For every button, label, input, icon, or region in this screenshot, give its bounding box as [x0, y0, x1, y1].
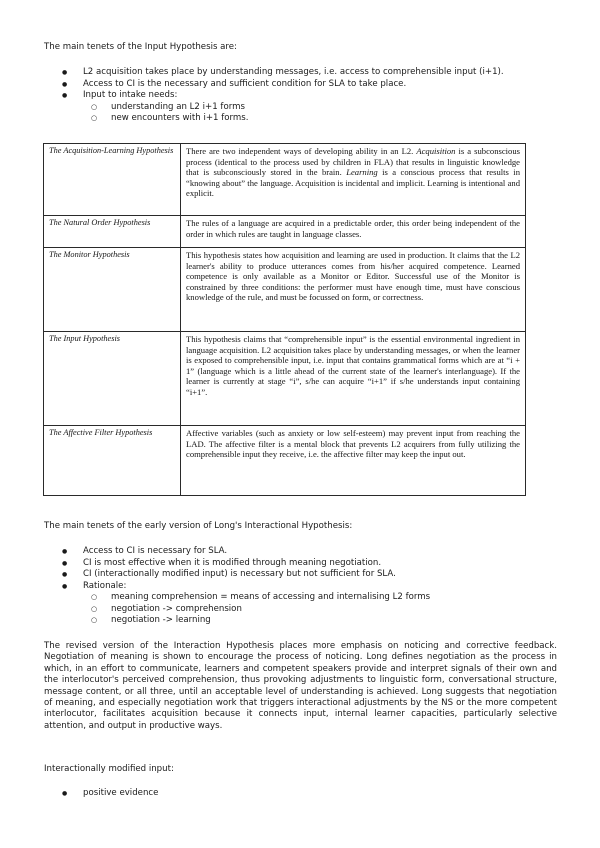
list-item: ● CI is most effective when it is modified through meaning negotiation. — [62, 558, 430, 570]
list-item: ○ negotiation -> learning — [62, 615, 430, 627]
revised-hypothesis-paragraph: The revised version of the Interaction Hypothesis places more emphasis on noticing and corrective feedback. Negotiation of meaning is shown to encourage the process of noticing. Long defines negotiation as the process in which, in an effort to communicate, learners and competent speakers provide and interpret signals of their own and the interlocutor's perceived comprehension, thus provoking adjustments to linguistic form, conversational structure, message content, or all three, until an acceptable level of understanding is achieved. Long suggests that negotiation of meaning, and especially negotiation work that triggers interactional adjustments by the NS or the more competent interlocutor, facilitates acquisition because it connects input, internal learner capacities, particularly selective attention, and output in productive ways. — [44, 641, 557, 731]
list-item: ● positive evidence — [62, 788, 158, 800]
interactional-hypothesis-heading: The main tenets of the early version of Long's Interactional Hypothesis: — [44, 521, 353, 531]
table-row — [44, 216, 526, 248]
hypothesis-name: The Monitor Hypothesis — [44, 248, 181, 332]
list-item: ● Access to CI is necessary for SLA. — [62, 546, 430, 558]
table-row — [44, 144, 526, 216]
list-item: ● L2 acquisition takes place by understanding messages, i.e. access to comprehensible input (i+1). — [62, 67, 504, 79]
table-row — [44, 248, 526, 332]
list-item: ○ negotiation -> comprehension — [62, 604, 430, 616]
list-item: ● Access to CI is the necessary and sufficient condition for SLA to take place. — [62, 79, 504, 91]
hypothesis-description: Affective variables (such as anxiety or low self-esteem) may prevent input from reaching the LAD. The affective filter is a mental block that prevents L2 acquirers from fully utilizing the comprehensible input they receive, i.e. the affective filter may keep the input out. — [181, 426, 526, 496]
hypothesis-name: The Input Hypothesis — [44, 332, 181, 426]
list-item: ○ understanding an L2 i+1 forms — [62, 102, 504, 114]
list-item: ● CI (interactionally modified input) is necessary but not sufficient for SLA. — [62, 569, 430, 581]
list-item: ● Rationale: — [62, 581, 430, 593]
hypotheses-table — [43, 143, 526, 496]
input-hypothesis-heading: The main tenets of the Input Hypothesis are: — [44, 42, 237, 52]
hypothesis-description: The rules of a language are acquired in a predictable order, this order being independent of the order in which rules are taught in language classes. — [181, 216, 526, 248]
hypothesis-description: This hypothesis claims that “comprehensible input” is the essential environmental ingredient in language acquisition. L2 acquisition takes place by understanding messages, or when the learner is exposed to comprehensible input, i.e. input that contains grammatical forms which are at “i + 1” (language which is a little ahead of the current state of the learner's interlanguage). If the learner is currently at stage “i”, s/he can acquire “i+1” if s/he understands input containing “i+1”. — [181, 332, 526, 426]
hypothesis-name: The Affective Filter Hypothesis — [44, 426, 181, 496]
list-item: ○ new encounters with i+1 forms. — [62, 113, 504, 125]
modified-input-list — [62, 788, 158, 800]
input-tenets-list — [62, 67, 504, 125]
hypothesis-name: The Acquisition-Learning Hypothesis — [44, 144, 181, 216]
table-row — [44, 332, 526, 426]
hypothesis-description: There are two independent ways of developing ability in an L2. Acquisition is a subconscious process (identical to the process used by children in FLA) that results in linguistic knowledge that is subconsciously stored in the brain. Learning is a conscious process that results in “knowing about” the language. Acquisition is incidental and implicit. Learning is intentional and explicit. — [181, 144, 526, 216]
modified-input-heading: Interactionally modified input: — [44, 764, 174, 774]
list-item: ○ meaning comprehension = means of accessing and internalising L2 forms — [62, 592, 430, 604]
hypothesis-description: This hypothesis states how acquisition and learning are used in production. It claims that the L2 learner's ability to produce utterances comes from his/her acquired competence. Learned competence is only available as a Monitor or Editor. Successful use of the Monitor is constrained by three conditions: the performer must have enough time, must have conscious knowledge of the rule, and must be focussed on form, or correctness. — [181, 248, 526, 332]
long-tenets-list — [62, 546, 430, 627]
list-item: ● Input to intake needs: — [62, 90, 504, 102]
table-row — [44, 426, 526, 496]
hypothesis-name: The Natural Order Hypothesis — [44, 216, 181, 248]
